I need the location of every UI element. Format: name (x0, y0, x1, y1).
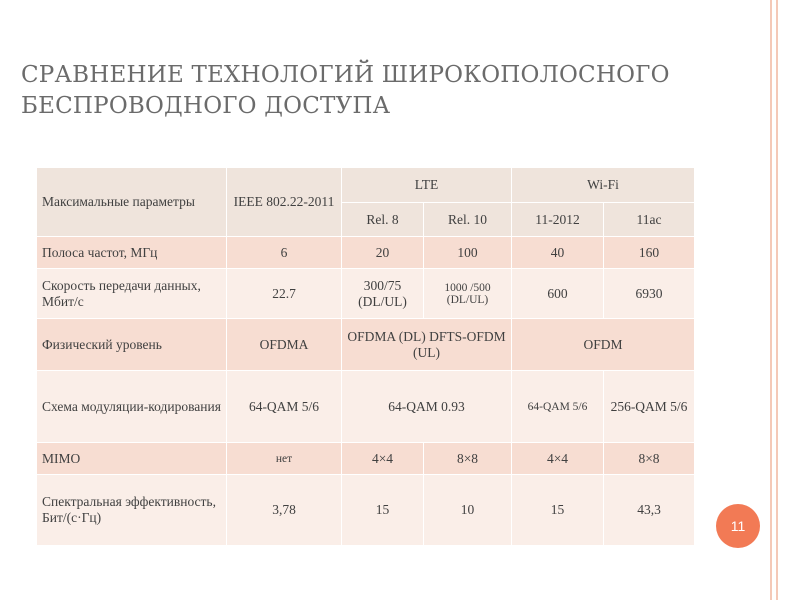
header-lte: LTE (342, 168, 512, 203)
header-ieee: IEEE 802.22-2011 (227, 168, 342, 237)
table-row (37, 371, 695, 443)
table-row (37, 269, 695, 319)
row-label: Физический уровень (37, 319, 227, 371)
cell-ieee: 6 (227, 237, 342, 269)
cell-wifi-11-2012: 15 (512, 475, 604, 546)
cell-wifi-11-2012: 4×4 (512, 443, 604, 475)
header-wifi-11-2012: 11-2012 (512, 203, 604, 237)
cell-rel10: 100 (424, 237, 512, 269)
slide-title: СРАВНЕНИЕ ТЕХНОЛОГИЙ ШИРОКОПОЛОСНОГО БЕСПРОВОДНОГО ДОСТУПА (21, 62, 670, 119)
header-wifi: Wi-Fi (512, 168, 695, 203)
cell-rel8: 20 (342, 237, 424, 269)
row-label: Скорость передачи данных, Мбит/с (37, 269, 227, 319)
cell-rel8: 4×4 (342, 443, 424, 475)
page-number-badge: 11 (716, 504, 760, 548)
cell-lte: OFDMA (DL) DFTS-OFDM (UL) (342, 319, 512, 371)
cell-rel8: 300/75 (DL/UL) (342, 269, 424, 319)
comparison-table (36, 167, 695, 546)
row-label: Схема модуляции-кодирования (37, 371, 227, 443)
header-param: Максимальные параметры (37, 168, 227, 237)
cell-wifi-11ac: 256-QAM 5/6 (604, 371, 695, 443)
cell-ieee: 22.7 (227, 269, 342, 319)
cell-ieee: 3,78 (227, 475, 342, 546)
decor-line (776, 0, 778, 600)
header-rel8: Rel. 8 (342, 203, 424, 237)
table-row (37, 237, 695, 269)
cell-wifi-11-2012: 64-QAM 5/6 (512, 371, 604, 443)
row-label: Спектральная эффективность, Бит/(с·Гц) (37, 475, 227, 546)
cell-ieee: OFDMA (227, 319, 342, 371)
cell-rel8: 15 (342, 475, 424, 546)
cell-wifi-11ac: 43,3 (604, 475, 695, 546)
cell-ieee: 64-QAM 5/6 (227, 371, 342, 443)
row-label: Полоса частот, МГц (37, 237, 227, 269)
cell-wifi-11ac: 8×8 (604, 443, 695, 475)
cell-rel10: 10 (424, 475, 512, 546)
cell-wifi-11-2012: 600 (512, 269, 604, 319)
cell-wifi-11-2012: 40 (512, 237, 604, 269)
cell-wifi: OFDM (512, 319, 695, 371)
cell-wifi-11ac: 6930 (604, 269, 695, 319)
cell-lte: 64-QAM 0.93 (342, 371, 512, 443)
header-wifi-11ac: 11ac (604, 203, 695, 237)
row-label: MIMO (37, 443, 227, 475)
table-row (37, 475, 695, 546)
cell-ieee: нет (227, 443, 342, 475)
cell-rel10: 8×8 (424, 443, 512, 475)
table-row (37, 319, 695, 371)
header-rel10: Rel. 10 (424, 203, 512, 237)
table-row (37, 443, 695, 475)
cell-rel10: 1000 /500 (DL/UL) (424, 269, 512, 319)
cell-wifi-11ac: 160 (604, 237, 695, 269)
decor-line (770, 0, 772, 600)
